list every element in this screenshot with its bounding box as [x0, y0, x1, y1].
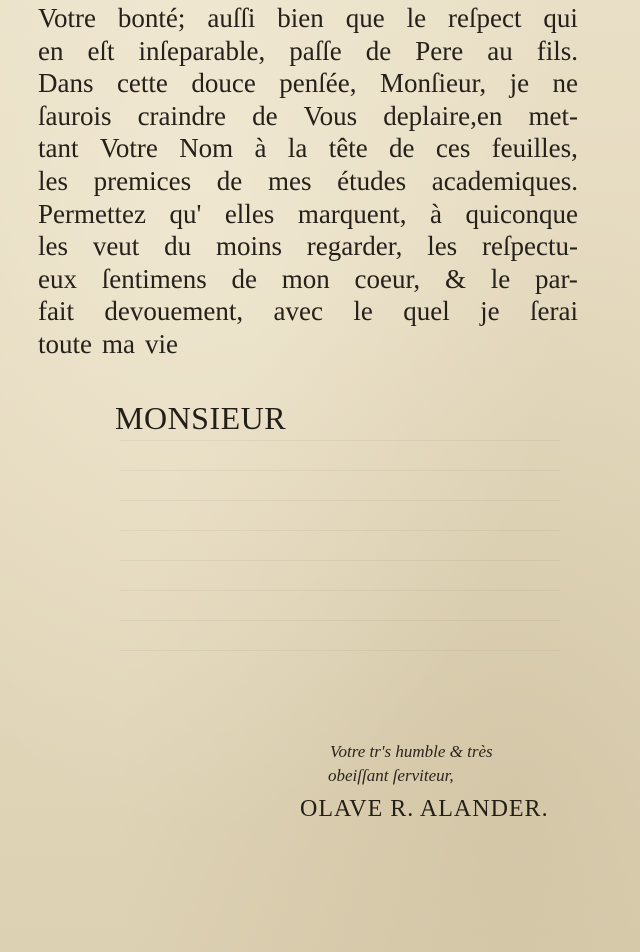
- word: du: [164, 231, 192, 262]
- word: ces: [435, 133, 471, 164]
- word: inſeparable,: [138, 35, 266, 66]
- word: avec: [273, 296, 323, 327]
- word: à: [254, 133, 267, 164]
- word: eux: [38, 263, 77, 294]
- word: reſpectu-: [482, 231, 578, 262]
- word: ne: [552, 68, 578, 99]
- word: Dans: [38, 68, 94, 99]
- word: douce: [191, 68, 256, 99]
- word: devouement,: [104, 296, 244, 327]
- word: Pere: [415, 35, 464, 66]
- word: cette: [116, 68, 168, 99]
- word: Votre: [38, 3, 96, 33]
- text-line: [38, 328, 578, 361]
- closing-block: [300, 740, 590, 823]
- word: reſpect: [448, 3, 522, 33]
- word: eſt: [87, 35, 115, 66]
- word: les: [38, 231, 68, 262]
- text-line: [38, 295, 578, 328]
- word: par-: [534, 263, 578, 294]
- word: vie: [145, 328, 178, 359]
- word: quiconque: [465, 198, 578, 229]
- word: Permettez: [38, 198, 146, 229]
- word: &: [444, 263, 466, 294]
- word: toute: [38, 328, 92, 359]
- word: Nom: [179, 133, 234, 164]
- closing-line-2: obeiſſant ſerviteur,: [328, 766, 454, 785]
- word: au: [487, 35, 513, 66]
- word: les: [427, 231, 458, 262]
- word: elles: [224, 198, 275, 229]
- word: de: [252, 100, 278, 131]
- word: le: [490, 263, 511, 294]
- word: les: [38, 165, 68, 196]
- text-line: [38, 67, 578, 100]
- show-through-texture: [120, 440, 560, 660]
- word: auſſi: [207, 3, 256, 33]
- text-line: [38, 230, 578, 263]
- word: ſaurois: [38, 100, 112, 131]
- word: ſerai: [530, 296, 578, 327]
- text-line: [38, 2, 578, 35]
- text-line: [38, 198, 578, 231]
- word: academiques.: [431, 165, 578, 196]
- word: bonté;: [117, 3, 186, 33]
- word: études: [337, 165, 407, 196]
- word: ſentimens: [101, 263, 207, 294]
- word: qu': [169, 198, 202, 229]
- word: marquent,: [297, 198, 407, 229]
- word: veut: [92, 231, 140, 262]
- word: feuilles,: [491, 133, 578, 164]
- word: Monſieur,: [379, 68, 487, 99]
- word: de: [216, 165, 243, 196]
- word: que: [345, 3, 385, 33]
- word: de: [389, 133, 415, 164]
- text-line: [38, 263, 578, 296]
- dedication-text: [38, 2, 578, 361]
- word: craindre: [137, 100, 226, 131]
- salutation-heading: MONSIEUR: [115, 400, 287, 436]
- word: Votre: [99, 133, 158, 164]
- text-line: [38, 100, 578, 133]
- word: de: [231, 263, 257, 294]
- word: quel: [403, 296, 450, 327]
- word: met-: [528, 100, 578, 131]
- text-line: [38, 132, 578, 165]
- word: la: [287, 133, 308, 164]
- word: à: [430, 198, 443, 229]
- text-line: [38, 165, 578, 198]
- word: je: [480, 296, 500, 327]
- word: paſſe: [289, 35, 342, 66]
- word: fils.: [536, 35, 578, 66]
- word: Vous: [303, 100, 358, 131]
- word: regarder,: [306, 231, 403, 262]
- word: moins: [215, 231, 282, 262]
- word: bien: [277, 3, 324, 33]
- word: deplaire,en: [383, 100, 503, 131]
- word: premices: [93, 165, 192, 196]
- text-line: [38, 35, 578, 68]
- word: mon: [281, 263, 330, 294]
- word: coeur,: [354, 263, 421, 294]
- word: de: [365, 35, 392, 66]
- word: mes: [267, 165, 312, 196]
- word: le: [406, 3, 427, 33]
- word: je: [509, 68, 530, 99]
- signature-name: OLAVE R. ALANDER.: [300, 796, 549, 822]
- closing-line-1: Votre tr's humble & très: [330, 742, 493, 761]
- word: qui: [543, 3, 578, 33]
- word: ma: [102, 328, 135, 359]
- word: en: [38, 35, 64, 66]
- word: le: [353, 296, 373, 327]
- word: fait: [38, 296, 74, 327]
- word: penſée,: [279, 68, 357, 99]
- word: tant: [38, 133, 79, 164]
- word: tête: [328, 133, 368, 164]
